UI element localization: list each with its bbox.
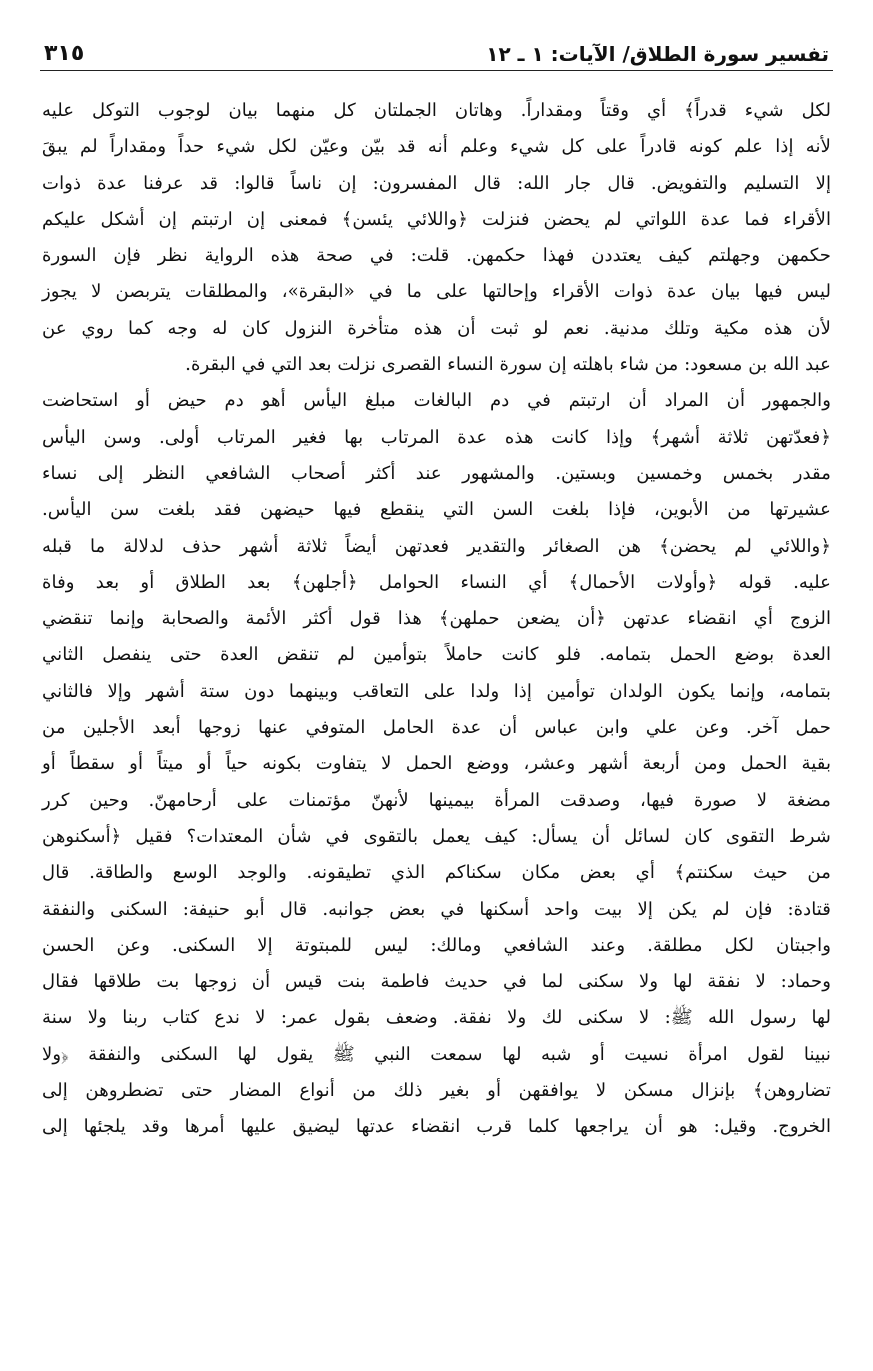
commentary-text [40,93,833,1146]
text-line: عشيرتها من الأبوين، فإذا بلغت السن التي ينقطع فيها حيضهن فقد بلغت سن اليأس. [42,499,831,521]
running-title: تفسير سورة الطلاق/ الآيات: ١ ـ ١٢ [486,42,829,66]
text-line: عليه. قوله ﴿وأولات الأحمال﴾ أي النساء الحوامل ﴿أجلهن﴾ بعد الطلاق أو بعد وفاة [42,571,831,593]
text-line: لكل شيء قدراً﴾ أي وقتاً ومقداراً. وهاتان الجملتان كل منهما بيان لوجوب التوكل عليه [42,100,831,121]
text-line: لأن هذه مكية وتلك مدنية. نعم لو ثبت أن هذه متأخرة النزول كان له وجه كما روي عن [42,317,831,339]
page-number: ٣١٥ [44,41,85,66]
text-line: والجمهور أن المراد أن ارتبتم في دم البالغات مبلغ اليأس أهو دم حيض أو استحاضت [42,390,831,412]
running-header [40,30,833,71]
text-line: الأقراء فما عدة اللواتي لم يحضن فنزلت ﴿واللائي يئسن﴾ فمعنى إن ارتبتم إن أشكل عليكم [42,208,831,230]
book-page [40,30,833,1311]
text-line: مقدر بخمس وخمسين وبستين. والمشهور عند أكثر أصحاب الشافعي النظر إلى نساء [42,462,831,484]
text-line: نبينا لقول امرأة نسيت أو شبه لها سمعت النبي ﷺ يقول لها السكنى والنفقة ﴿ولا [42,1043,831,1065]
text-line: ﴿واللائي لم يحضن﴾ هن الصغائر والتقدير فعدتهن أيضاً ثلاثة أشهر حذف لدلالة ما قبله [42,535,831,557]
text-line: مضغة لا صورة فيها، وصدقت المرأة بيمينها لأنهنّ مؤتمنات على أرحامهنّ. وحين كرر [42,789,831,811]
text-line: الزوج أي انقضاء عدتهن ﴿أن يضعن حملهن﴾ هذا قول أكثر الأئمة والصحابة وإنما تنقضي [42,608,831,630]
text-line: تضاروهن﴾ بإنزال مسكن لا يوافقهن أو بغير ذلك من أنواع المضار حتى تضطروهن إلى [42,1080,831,1102]
text-line: الخروج. وقيل: هو أن يراجعها كلما قرب انقضاء عدتها ليضيق عليها أمرها وقد يلجئها إلى [42,1116,831,1138]
text-line: عبد الله بن مسعود: من شاء باهلته إن سورة النساء القصرى نزلت بعد التي في البقرة. [185,354,831,376]
text-line: لها رسول الله ﷺ: لا سكنى لك ولا نفقة. وضعف بقول عمر: لا ندع كتاب ربنا ولا سنة [42,1007,831,1029]
text-line: واجبتان لكل مطلقة. وعند الشافعي ومالك: ليس للمبتوتة إلا السكنى. وعن الحسن [42,934,831,956]
text-line: ﴿فعدّتهن ثلاثة أشهر﴾ وإذا كانت هذه عدة المرتاب بها فغير المرتاب أولى. وسن اليأس [42,426,831,448]
text-line: شرط التقوى كان لسائل أن يسأل: كيف يعمل بالتقوى في شأن المعتدات؟ فقيل ﴿أسكنوهن [42,825,831,847]
text-line: العدة بوضع الحمل بتمامه. فلو كانت حاملاً بتوأمين لم تنقض العدة حتى ينفصل الثاني [42,644,831,666]
text-line: حمل آخر. وعن علي وابن عباس أن عدة الحامل المتوفي عنها زوجها أبعد الأجلين من [42,717,831,739]
text-line: بقية الحمل ومن أربعة أشهر وعشر، ووضع الحمل لا يتفاوت بكونه حياً أو ميتاً أو سقطاً أو [42,753,831,775]
text-line: لأنه إذا علم كونه قادراً على كل شيء وعلم أنه قد بيّن وعيّن لكل شيء حداً ومقداراً لم يبقَ [42,136,831,158]
text-line: ليس فيها بيان عدة ذوات الأقراء وإحالتها على ما في «البقرة»، والمطلقات يتربصن لا يجوز [42,281,831,303]
text-line: حكمهن وجهلتم كيف يعتددن فهذا حكمهن. قلت: في صحة هذه الرواية نظر فإن السورة [42,245,831,267]
text-line: وحماد: لا نفقة لها ولا سكنى لما في حديث فاطمة بنت قيس أن زوجها بت طلاقها فقال [42,971,831,993]
text-line: بتمامه، وإنما يكون الولدان توأمين إذا ولدا على التعاقب وبينهما دون ستة أشهر وإلا فالثاني [42,680,831,702]
text-line: قتادة: فإن لم يكن إلا بيت واحد أسكنها في بعض جوانبه. قال أبو حنيفة: السكنى والنفقة [42,898,831,920]
text-line: إلا التسليم والتفويض. قال جار الله: قال المفسرون: إن ناساً قالوا: قد عرفنا عدة ذوات [42,172,831,194]
text-line: من حيث سكنتم﴾ أي بعض مكان سكناكم الذي تطيقونه. والوجد الوسع والطاقة. قال [42,862,831,884]
